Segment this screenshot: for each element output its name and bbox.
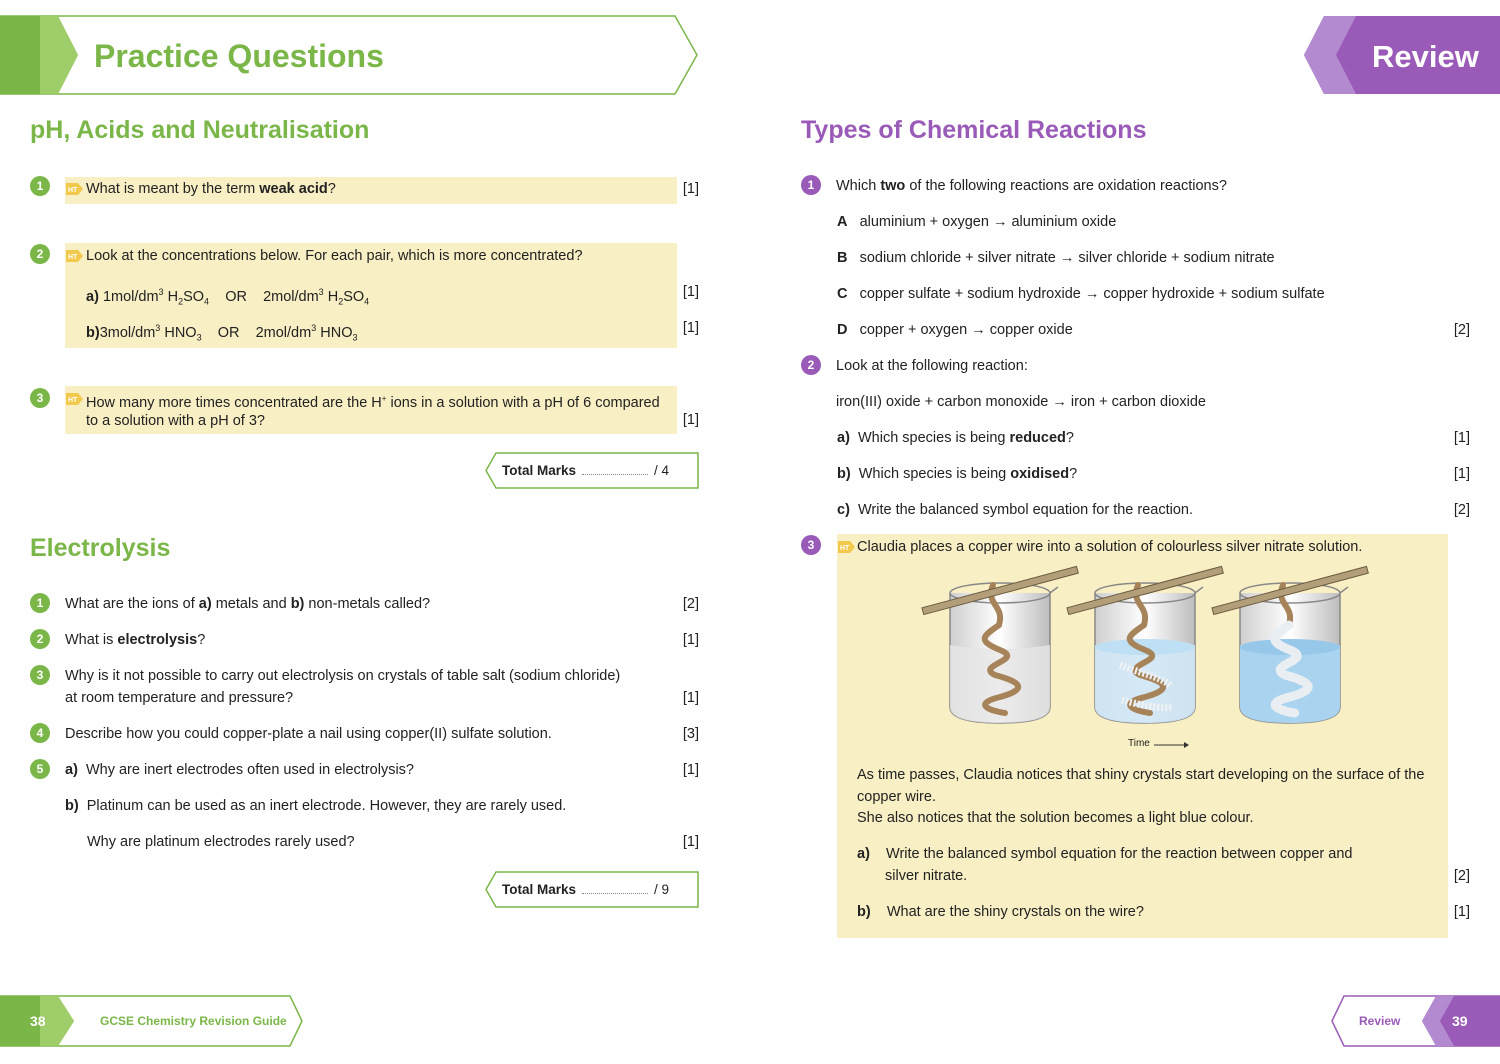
question-number: 4	[30, 723, 50, 743]
total-marks: Total Marks / 4	[502, 463, 670, 478]
option-a: A aluminium + oxygen → aluminium oxide	[837, 214, 1117, 230]
question-number: 1	[30, 593, 50, 613]
option-c: C copper sulfate + sodium hydroxide → copper hydroxide + sodium sulfate	[837, 286, 1325, 302]
marks: [1]	[682, 181, 699, 197]
option-b: B sodium chloride + silver nitrate → silver chloride + sodium nitrate	[837, 250, 1275, 266]
beaker-2	[1067, 566, 1223, 723]
time-label: Time	[1128, 738, 1150, 749]
question-text-line2: at room temperature and pressure?	[65, 690, 294, 706]
subquestion-b: b) Which species is being oxidised?	[837, 466, 1078, 482]
higher-tier-icon	[66, 250, 83, 262]
marks: [1]	[1453, 430, 1470, 446]
option-d: D copper + oxygen → copper oxide	[837, 322, 1073, 338]
question-text: What is meant by the term weak acid?	[86, 181, 336, 197]
page-title: Practice Questions	[94, 38, 384, 74]
equation: iron(III) oxide + carbon monoxide → iron + carbon dioxide	[836, 394, 1206, 410]
marks: [2]	[1453, 502, 1470, 518]
question-text: Claudia places a copper wire into a solution of colourless silver nitrate solution.	[857, 539, 1363, 555]
marks: [2]	[1453, 868, 1470, 884]
marks: [1]	[682, 320, 699, 336]
higher-tier-icon	[66, 183, 83, 195]
question-number: 2	[30, 244, 50, 264]
marks: [1]	[1453, 466, 1470, 482]
question-number: 2	[30, 629, 50, 649]
review-title: Review	[1372, 39, 1479, 74]
question-text: Why is it not possible to carry out electrolysis on crystals of table salt (sodium chloride)	[65, 668, 621, 684]
subquestion-b: b) What are the shiny crystals on the wire?	[857, 904, 1144, 920]
question-number: 5	[30, 759, 50, 779]
marks: [1]	[682, 632, 699, 648]
beaker-1	[922, 566, 1078, 723]
marks: [2]	[682, 596, 699, 612]
subquestion-a: a) Which species is being reduced?	[837, 430, 1074, 446]
subquestion-a: a) $1mol/dm^3$ $H_2SO_4$ OR $2mol/dm^3$ $H_2SO_4$	[86, 287, 370, 307]
question-number: 3	[30, 665, 50, 685]
higher-tier-icon	[66, 393, 83, 405]
question-text: How many more times concentrated are the H+ ions in a solution with a pH of 6 compared	[86, 394, 660, 411]
section-title-reactions: Types of Chemical Reactions	[801, 116, 1147, 144]
subquestion-a: a) Why are inert electrodes often used in electrolysis?	[65, 762, 414, 778]
footer-review: Review	[1359, 1014, 1401, 1028]
question-text: Look at the following reaction:	[836, 358, 1028, 374]
paragraph-2: She also notices that the solution becomes a light blue colour.	[857, 810, 1254, 826]
svg-text:HT: HT	[68, 254, 78, 261]
question-text: Which two of the following reactions are oxidation reactions?	[836, 178, 1227, 194]
paragraph-1: As time passes, Claudia notices that shiny crystals start developing on the surface of the	[857, 767, 1425, 783]
svg-text:HT: HT	[840, 545, 850, 552]
total-marks: Total Marks / 9	[502, 882, 670, 897]
question-number: 1	[30, 176, 50, 196]
question-text: What is electrolysis?	[65, 632, 206, 648]
question-number: 1	[801, 175, 821, 195]
question-number: 3	[30, 388, 50, 408]
section-title-ph: pH, Acids and Neutralisation	[30, 116, 370, 144]
footer-book-title: GCSE Chemistry Revision Guide	[100, 1014, 287, 1028]
subquestion-c: c) Write the balanced symbol equation for the reaction.	[837, 502, 1194, 518]
question-text: Look at the concentrations below. For each pair, which is more concentrated?	[86, 248, 583, 264]
subquestion-a: a) Write the balanced symbol equation for the reaction between copper and	[857, 846, 1353, 862]
marks: [2]	[1453, 322, 1470, 338]
question-text: Describe how you could copper-plate a nail using copper(II) sulfate solution.	[65, 726, 552, 742]
marks: [1]	[1453, 904, 1470, 920]
question-number: 3	[801, 535, 821, 555]
paragraph-1-line2: copper wire.	[857, 789, 936, 805]
arrow-right-icon	[1154, 740, 1190, 750]
page-number-right: 39	[1452, 1013, 1468, 1029]
subquestion-b: b) Platinum can be used as an inert electrode. However, they are rarely used.	[65, 798, 567, 814]
marks: [1]	[682, 690, 699, 706]
section-title-electrolysis: Electrolysis	[30, 534, 171, 562]
svg-text:HT: HT	[68, 397, 78, 404]
page-number-left: 38	[30, 1013, 46, 1029]
subquestion-b: $b)3mol/dm^3$ $HNO_3$ OR $2mol/dm^3$ $HNO_3$	[86, 323, 358, 343]
marks: [1]	[682, 762, 699, 778]
higher-tier-icon	[838, 541, 855, 553]
subquestion-b-line2: Why are platinum electrodes rarely used?	[87, 834, 355, 850]
beaker-3	[1212, 566, 1368, 723]
question-text-line2: to a solution with a pH of 3?	[86, 413, 265, 429]
right-footer-banner	[1330, 994, 1500, 1050]
beakers-illustration	[915, 565, 1365, 735]
subquestion-a-line2: silver nitrate.	[885, 868, 968, 884]
marks: [3]	[682, 726, 699, 742]
marks: [1]	[682, 834, 699, 850]
question-text: What are the ions of a) metals and b) non-metals called?	[65, 596, 431, 612]
svg-text:HT: HT	[68, 187, 78, 194]
question-number: 2	[801, 355, 821, 375]
marks: [1]	[682, 284, 699, 300]
marks: [1]	[682, 412, 699, 428]
